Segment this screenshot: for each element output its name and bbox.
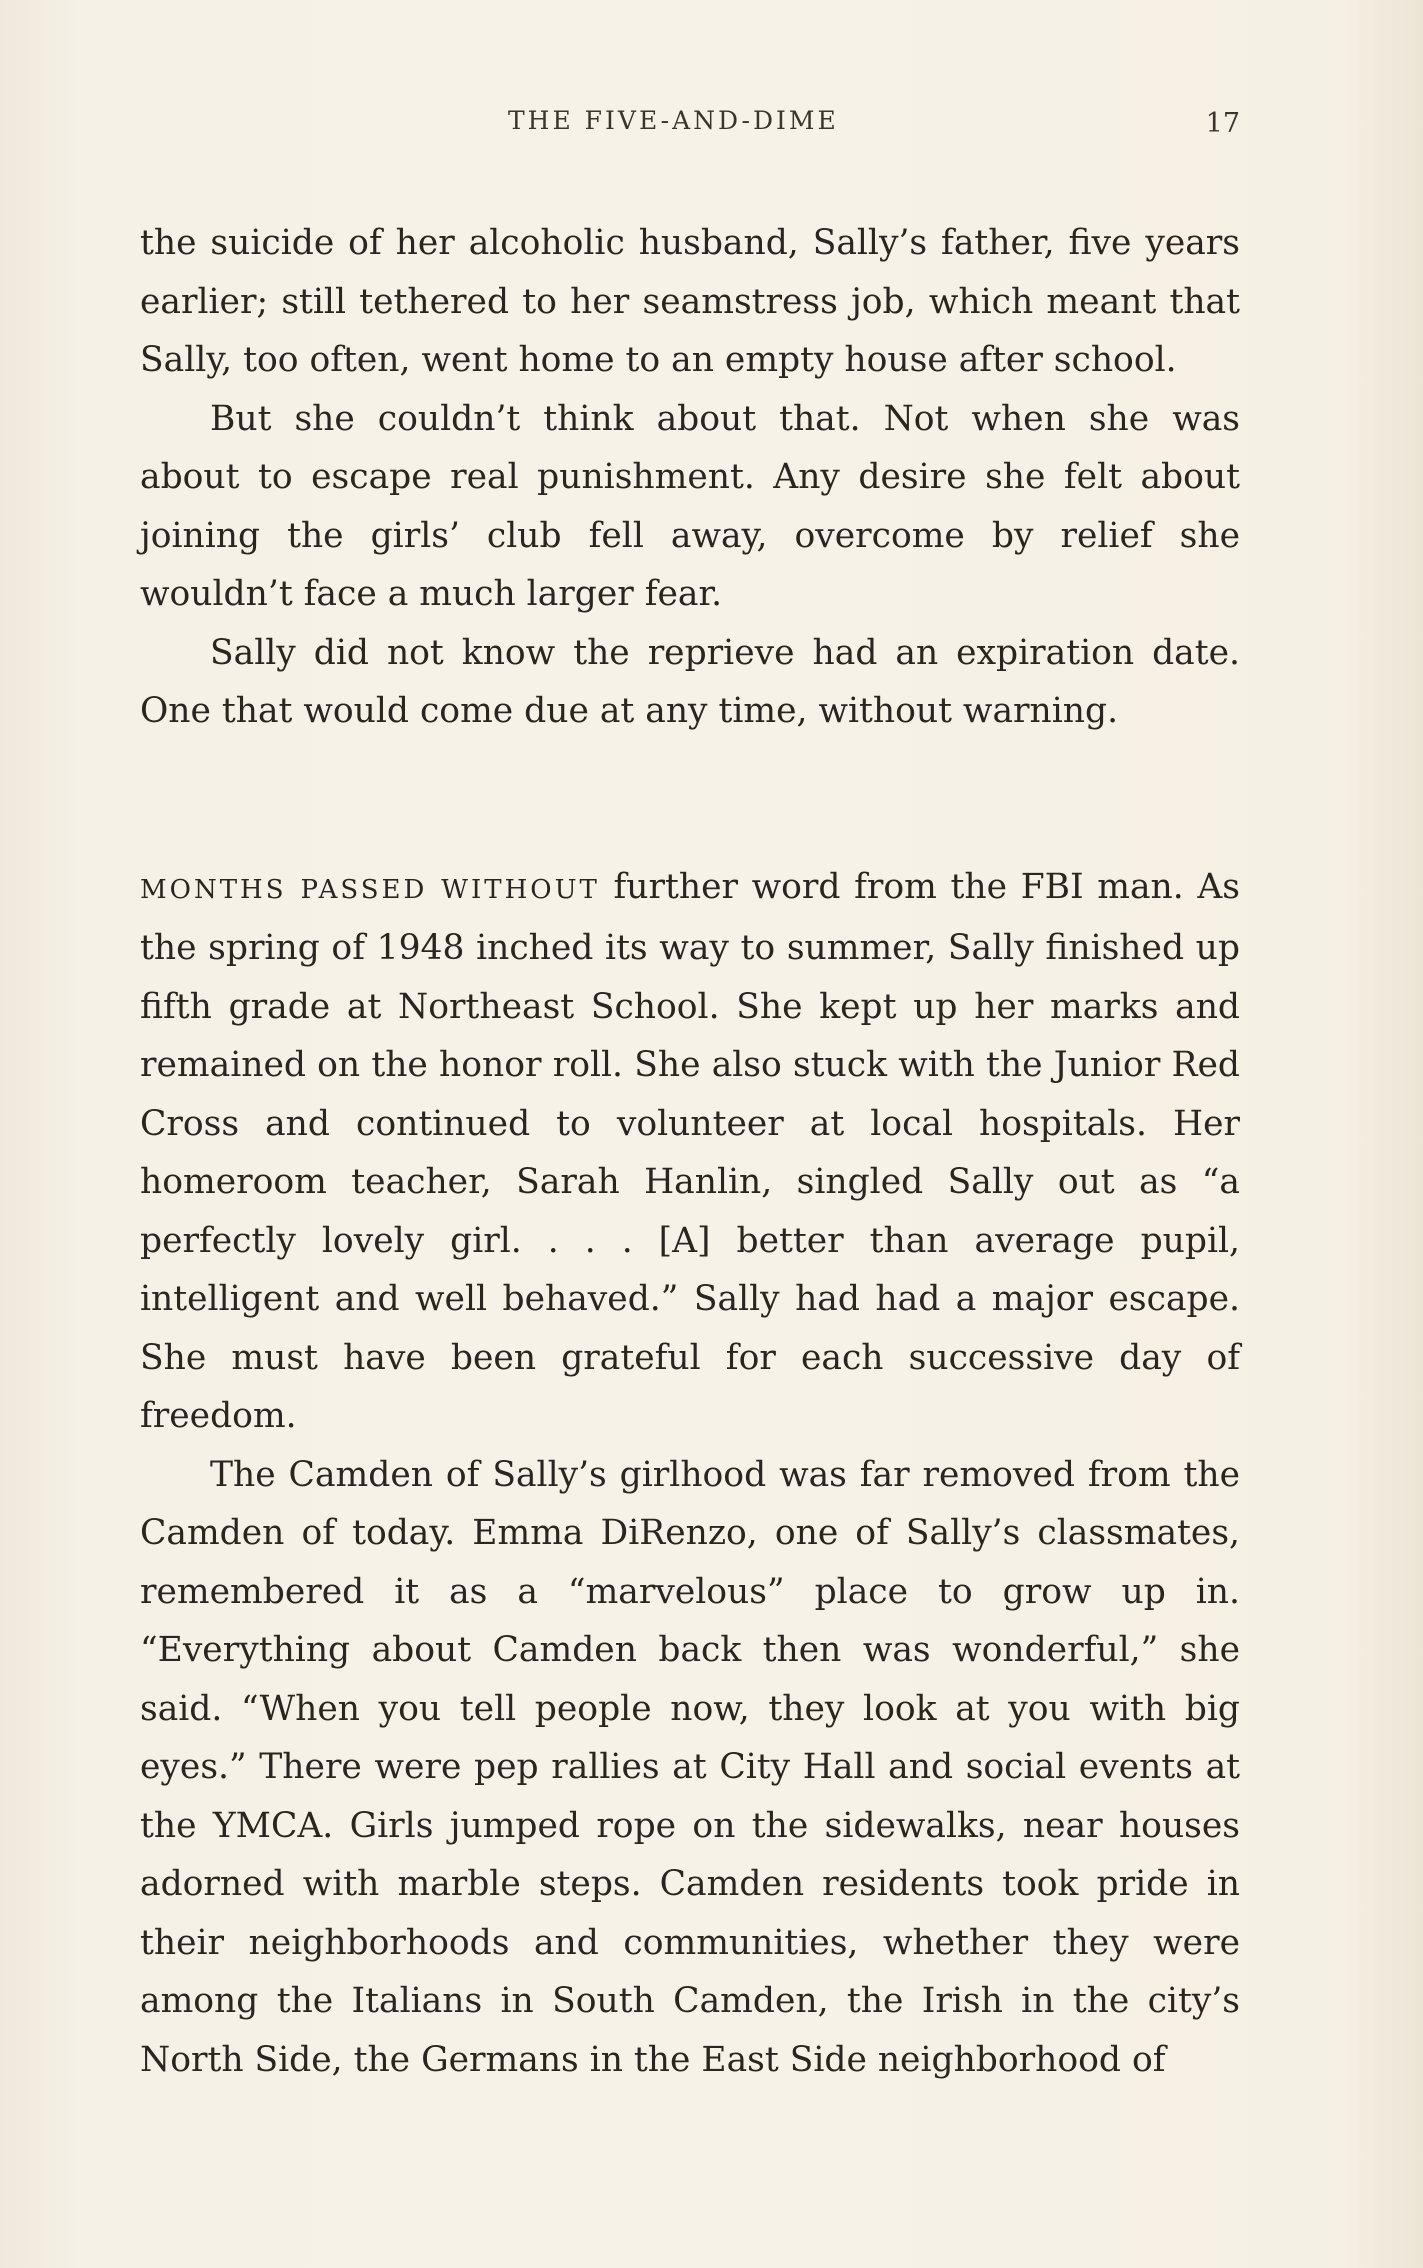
paragraph-text: Sally did not know the reprieve had an expiration date. One that would come due at any time, without warning. bbox=[140, 632, 1240, 731]
paragraph-text: But she couldn’t think about that. Not when she was about to escape real punishment. Any desire she felt about joining the girls’ club fell away, overcome by relief she wouldn’t face a much larger fear. bbox=[140, 398, 1240, 614]
paragraph-text: The Camden of Sally’s girlhood was far removed from the Camden of today. Emma DiRenzo, one of Sally’s classmates, remembered it as a “marvelous” place to grow up in. “Everything about Camden back then was wonderful,” she said. “When you tell people now, they look at you with big eyes.” There were pep rallies at City Hall and social events at the YMCA. Girls jumped rope on the sidewalks, near houses adorned with marble steps. Camden residents took pride in their neighborhoods and communities, whether they were among the Italians in South Camden, the Irish in the city’s North Side, the Germans in the East Side neighborhood of bbox=[140, 1454, 1240, 2080]
section-break bbox=[140, 741, 1240, 858]
paragraph bbox=[140, 214, 1240, 390]
paragraph bbox=[140, 858, 1240, 1446]
body-text bbox=[140, 214, 1240, 2089]
paragraph bbox=[140, 1446, 1240, 2090]
running-header bbox=[140, 106, 1240, 146]
paragraph bbox=[140, 390, 1240, 624]
paragraph bbox=[140, 624, 1240, 741]
paragraph-text: further word from the FBI man. As the spring of 1948 inched its way to summer, Sally finished up fifth grade at Northeast School. She kept up her marks and remained on the honor roll. She also stuck with the Junior Red Cross and continued to volunteer at local hospitals. Her homeroom teacher, Sarah Hanlin, singled Sally out as “a perfectly lovely girl. . . . [A] better than average pupil, intelligent and well behaved.” Sally had had a major escape. She must have been grateful for each successive day of freedom. bbox=[140, 866, 1240, 1436]
page-number: 17 bbox=[1205, 108, 1240, 139]
paragraph-text: the suicide of her alcoholic husband, Sally’s father, five years earlier; still tethered to her seamstress job, which meant that Sally, too often, went home to an empty house after school. bbox=[140, 223, 1240, 380]
section-lead-in: MONTHS PASSED WITHOUT bbox=[140, 874, 600, 905]
chapter-title: THE FIVE-AND-DIME bbox=[508, 106, 839, 135]
